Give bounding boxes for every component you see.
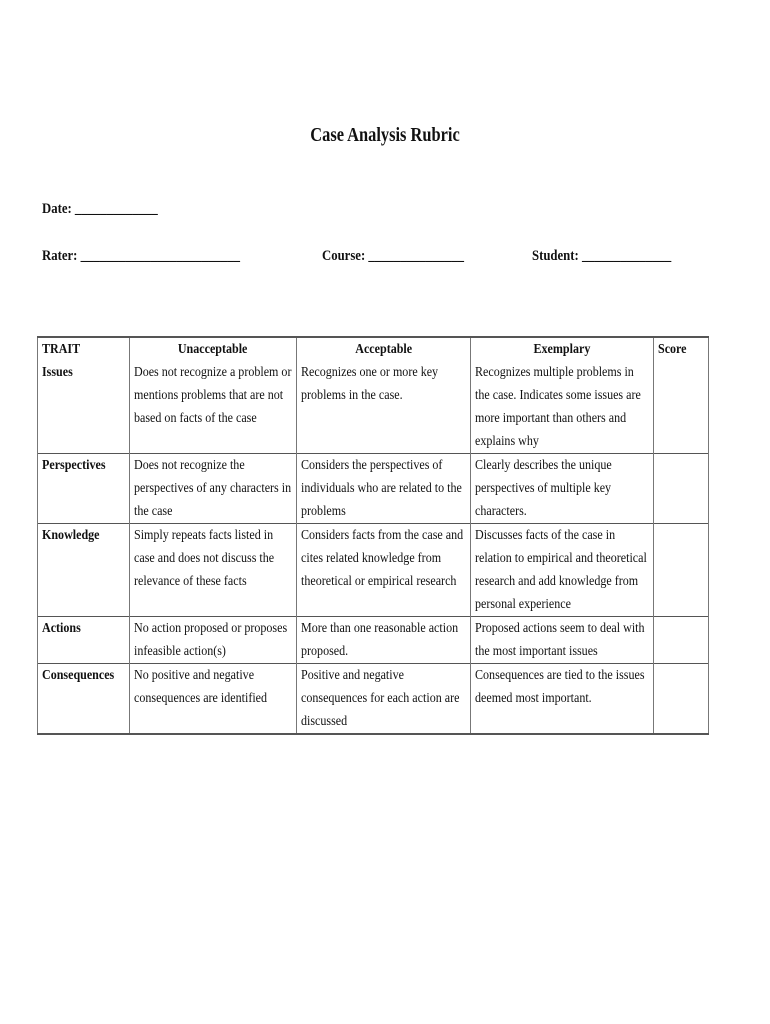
score-cell[interactable]	[654, 361, 709, 454]
rubric-row-knowledge	[38, 524, 709, 617]
rubric-row-perspectives	[38, 454, 709, 524]
student-field[interactable]: Student: ______________	[532, 248, 672, 264]
acceptable-cell: Positive and negative consequences for each action are discussed	[297, 664, 471, 735]
rater-field[interactable]: Rater: _________________________	[42, 248, 240, 264]
rubric-row-issues	[38, 361, 709, 454]
score-cell[interactable]	[654, 664, 709, 735]
trait-cell: Knowledge	[38, 524, 130, 617]
unacceptable-cell: Does not recognize a problem or mentions problems that are not based on facts of the case	[130, 361, 297, 454]
unacceptable-cell: No positive and negative consequences are identified	[130, 664, 297, 735]
exemplary-cell: Proposed actions seem to deal with the most important issues	[471, 617, 654, 664]
trait-cell: Consequences	[38, 664, 130, 735]
unacceptable-cell: Does not recognize the perspectives of any characters in the case	[130, 454, 297, 524]
header-score: Score	[654, 337, 709, 361]
unacceptable-cell: No action proposed or proposes infeasible action(s)	[130, 617, 297, 664]
course-field[interactable]: Course: _______________	[322, 248, 465, 264]
trait-cell: Actions	[38, 617, 130, 664]
header-unacceptable: Unacceptable	[130, 337, 297, 361]
score-cell[interactable]	[654, 617, 709, 664]
score-cell[interactable]	[654, 524, 709, 617]
rubric-header-row	[38, 337, 709, 361]
page-title: Case Analysis Rubric	[310, 124, 460, 146]
acceptable-cell: Considers facts from the case and cites related knowledge from theoretical or empirical research	[297, 524, 471, 617]
trait-cell: Perspectives	[38, 454, 130, 524]
header-acceptable: Acceptable	[297, 337, 471, 361]
exemplary-cell: Recognizes multiple problems in the case. Indicates some issues are more important than others and explains why	[471, 361, 654, 454]
trait-cell: Issues	[38, 361, 130, 454]
exemplary-cell: Clearly describes the unique perspectives of multiple key characters.	[471, 454, 654, 524]
rubric-row-consequences	[38, 664, 709, 735]
exemplary-cell: Discusses facts of the case in relation to empirical and theoretical research and add knowledge from personal experience	[471, 524, 654, 617]
header-trait: TRAIT	[38, 337, 130, 361]
date-field[interactable]: Date: _____________	[42, 201, 158, 217]
rubric-table	[37, 336, 709, 735]
rubric-row-actions	[38, 617, 709, 664]
acceptable-cell: More than one reasonable action proposed.	[297, 617, 471, 664]
header-exemplary: Exemplary	[471, 337, 654, 361]
acceptable-cell: Considers the perspectives of individuals who are related to the problems	[297, 454, 471, 524]
exemplary-cell: Consequences are tied to the issues deemed most important.	[471, 664, 654, 735]
score-cell[interactable]	[654, 454, 709, 524]
unacceptable-cell: Simply repeats facts listed in case and does not discuss the relevance of these facts	[130, 524, 297, 617]
acceptable-cell: Recognizes one or more key problems in the case.	[297, 361, 471, 454]
